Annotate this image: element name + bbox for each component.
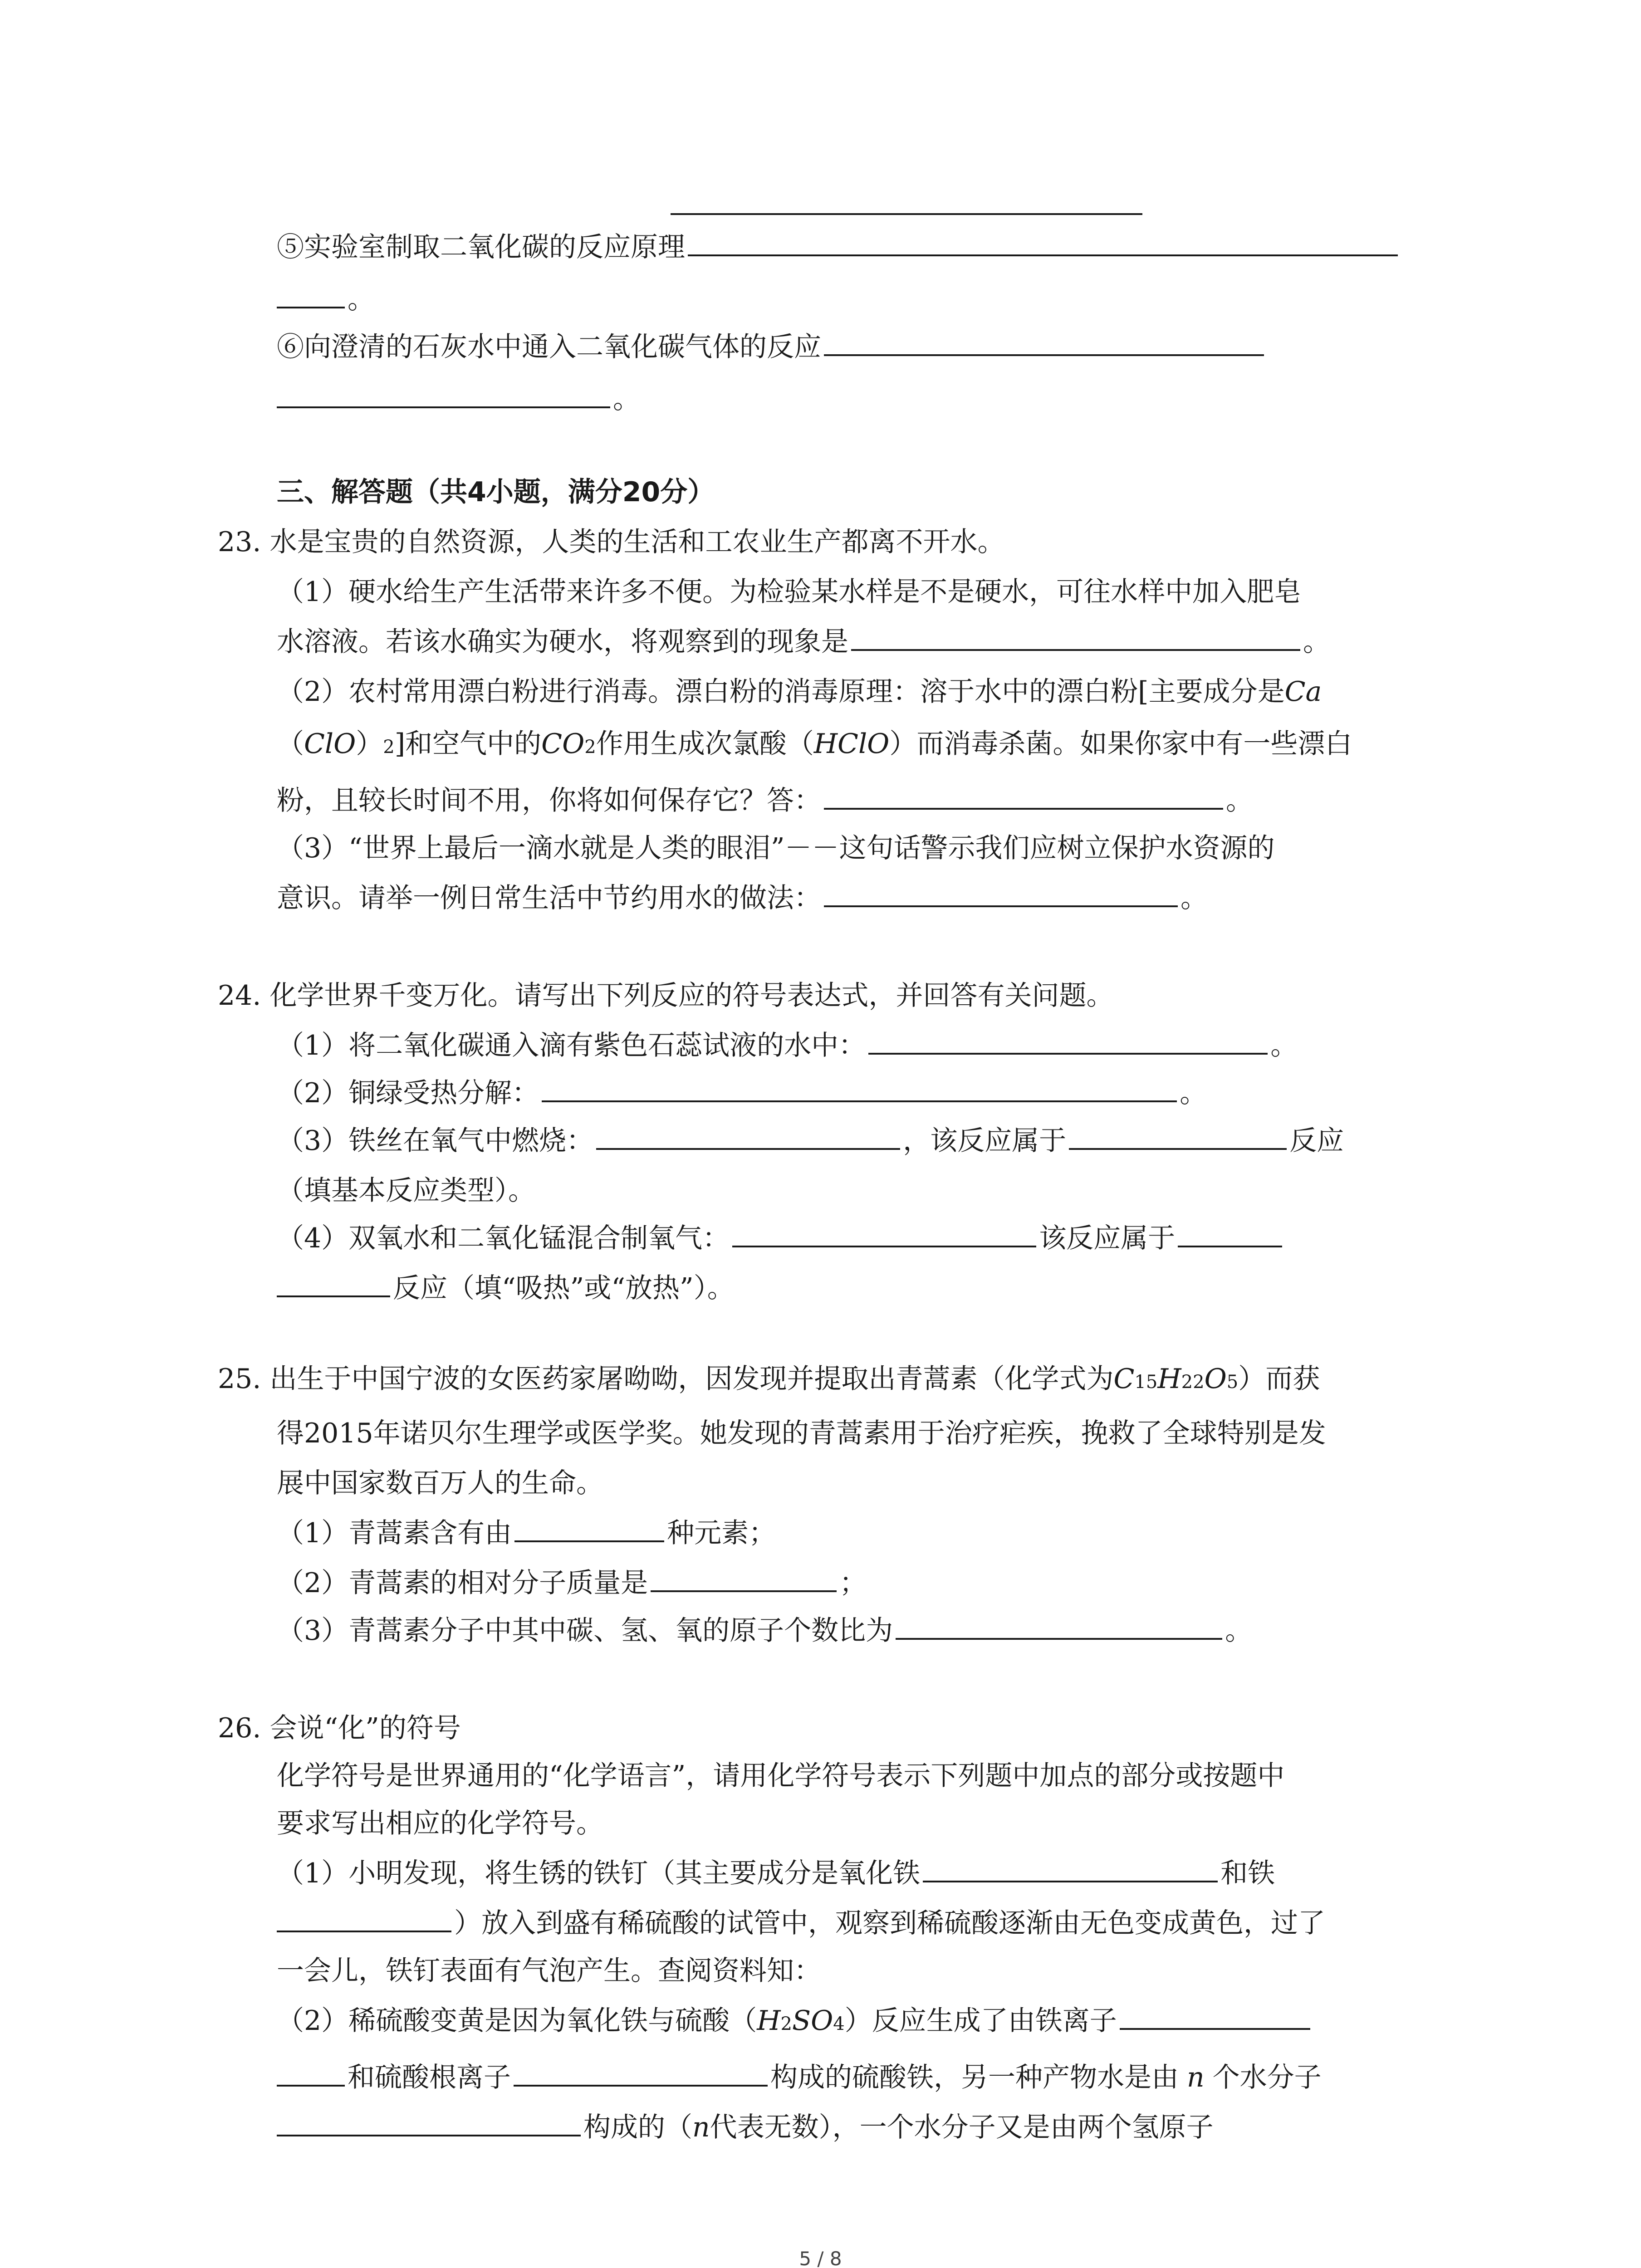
q23-p3b: 意识。请举一例日常生活中节约用水的做法： 。 [277,875,1208,921]
q25-p2: （2）青蒿素的相对分子质量是 ； [277,1560,867,1606]
q23-p2a: （2）农村常用漂白粉进行消毒。漂白粉的消毒原理：溶于水中的漂白粉[主要成分是Ca [277,676,1322,708]
q26-p2c: 构成的（n代表无数），一个水分子又是由两个氢原子 [277,2105,1214,2150]
answer-blank[interactable] [896,1610,1222,1640]
answer-blank[interactable] [824,877,1178,907]
q25-p3: （3）青蒿素分子中其中碳、氢、氧的原子个数比为 。 [277,1608,1252,1653]
answer-blank[interactable] [514,1512,664,1542]
item-5-text: ⑤实验室制取二氧化碳的反应原理 [277,231,685,263]
q24-p2: （2）铜绿受热分解： 。 [277,1070,1207,1116]
q23-p1a: （1）硬水给生产生活带来许多不便。为检验某水样是不是硬水，可往水样中加入肥皂 [277,576,1302,608]
answer-blank[interactable] [596,1120,900,1150]
q26-p1b: ）放入到盛有稀硫酸的试管中，观察到稀硫酸逐渐由无色变成黄色，过了 [277,1901,1325,1946]
answer-blank[interactable] [542,1072,1177,1102]
section-heading: 三、解答题（共4小题，满分20分） [277,476,715,508]
q26-p2a: （2）稀硫酸变黄是因为氧化铁与硫酸（H2SO4）反应生成了由铁离子 [277,1998,1313,2043]
answer-blank[interactable] [277,279,345,308]
q23-p3a: （3）“世界上最后一滴水就是人类的眼泪”－－这句话警示我们应树立保护水资源的 [277,832,1275,864]
answer-blank[interactable] [277,1902,451,1932]
answer-blank[interactable] [1120,2000,1310,2030]
answer-blank[interactable] [277,2057,345,2087]
q25-stem-a: 25. 出生于中国宁波的女医药家屠呦呦，因发现并提取出青蒿素（化学式为C15H22O5）而获 [218,1363,1320,1395]
item-6-cont: 。 [277,376,640,422]
item-6-text: ⑥向澄清的石灰水中通入二氧化碳气体的反应 [277,331,821,363]
answer-blank[interactable] [824,326,1264,356]
answer-blank[interactable] [824,780,1223,810]
q24-p3b: （填基本反应类型）。 [277,1175,535,1207]
answer-blank[interactable] [671,213,1142,215]
q26-p1a: （1）小明发现，将生锈的铁钉（其主要成分是氧化铁 和铁 [277,1851,1275,1896]
answer-blank[interactable] [277,2107,581,2136]
q25-stem-b: 得2015年诺贝尔生理学或医学奖。她发现的青蒿素用于治疗疟疾，挽救了全球特别是发 [277,1418,1326,1449]
answer-blank[interactable] [277,378,610,408]
answer-blank[interactable] [277,1267,390,1297]
q23-stem: 23. 水是宝贵的自然资源，人类的生活和工农业生产都离不开水。 [218,526,1005,558]
q26-intro-b: 要求写出相应的化学符号。 [277,1808,603,1839]
q23-p1b: 水溶液。若该水确实为硬水，将观察到的现象是 。 [277,619,1330,665]
item-5-line [277,225,1401,270]
q24-p1: （1）将二氧化碳通入滴有紫色石蕊试液的水中： 。 [277,1023,1298,1068]
answer-blank[interactable] [514,2057,768,2087]
item-5-cont: 。 [277,277,375,322]
answer-blank[interactable] [923,1853,1218,1882]
q24-stem: 24. 化学世界千变万化。请写出下列反应的符号表达式，并回答有关问题。 [218,980,1114,1012]
answer-blank[interactable] [868,1025,1268,1055]
answer-blank[interactable] [1178,1217,1282,1247]
q23-p2c: 粉，且较长时间不用，你将如何保存它？答： 。 [277,778,1253,823]
answer-blank[interactable] [688,226,1398,256]
q24-p4b: 反应（填“吸热”或“放热”）。 [277,1266,735,1311]
q25-p1: （1）青蒿素含有由 种元素； [277,1510,776,1556]
q26-p1c: 一会儿，铁钉表面有气泡产生。查阅资料知： [277,1955,821,1987]
item-6-line [277,324,1267,370]
q26-p2b: 和硫酸根离子 构成的硫酸铁，另一种产物水是由 n 个水分子 [277,2055,1322,2100]
q26-stem: 26. 会说“化”的符号 [218,1712,461,1744]
q25-stem-c: 展中国家数百万人的生命。 [277,1467,603,1499]
answer-blank[interactable] [651,1562,837,1592]
answer-blank[interactable] [1069,1120,1287,1150]
answer-blank[interactable] [851,621,1300,651]
answer-blank[interactable] [732,1217,1036,1247]
q24-p4: （4）双氧水和二氧化锰混合制氧气： 该反应属于 [277,1216,1285,1261]
page-number: 5 / 8 [799,2248,842,2268]
q23-p2b: （ClO）2]和空气中的CO2作用生成次氯酸（HClO）而消毒杀菌。如果你家中有一些漂白 [277,728,1352,760]
q26-intro-a: 化学符号是世界通用的“化学语言”，请用化学符号表示下列题中加点的部分或按题中 [277,1760,1285,1792]
q24-p3: （3）铁丝在氧气中燃烧： ，该反应属于 反应 [277,1118,1344,1163]
